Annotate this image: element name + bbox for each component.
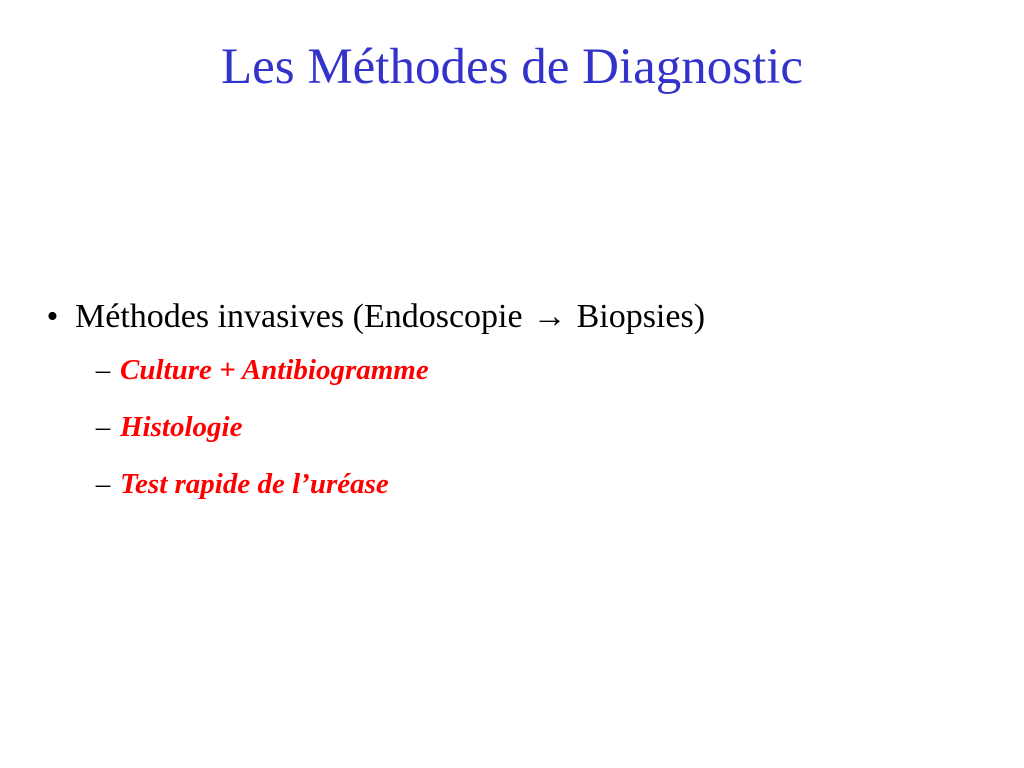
sub-bullet-label: Test rapide de l’uréase <box>120 468 389 500</box>
slide-body <box>30 292 990 513</box>
sub-bullet-item <box>86 456 990 513</box>
dash-icon: – <box>95 411 111 443</box>
dash-icon: – <box>95 354 111 386</box>
sub-bullet-list <box>30 342 990 513</box>
bullet-icon: • <box>46 298 59 335</box>
main-bullet-text <box>75 292 705 342</box>
bullet-text-start: Méthodes invasives (Endoscopie <box>75 298 523 335</box>
sub-bullet-label: Histologie <box>120 411 243 443</box>
sub-bullet-item <box>86 342 990 399</box>
right-arrow-icon: → <box>532 298 567 335</box>
sub-bullet-label: Culture + Antibiogramme <box>120 354 429 386</box>
dash-icon: – <box>95 468 111 500</box>
main-bullet <box>30 292 990 342</box>
slide-title: Les Méthodes de Diagnostic <box>220 39 804 95</box>
bullet-text-end: Biopsies) <box>576 298 706 335</box>
sub-bullet-item <box>86 399 990 456</box>
